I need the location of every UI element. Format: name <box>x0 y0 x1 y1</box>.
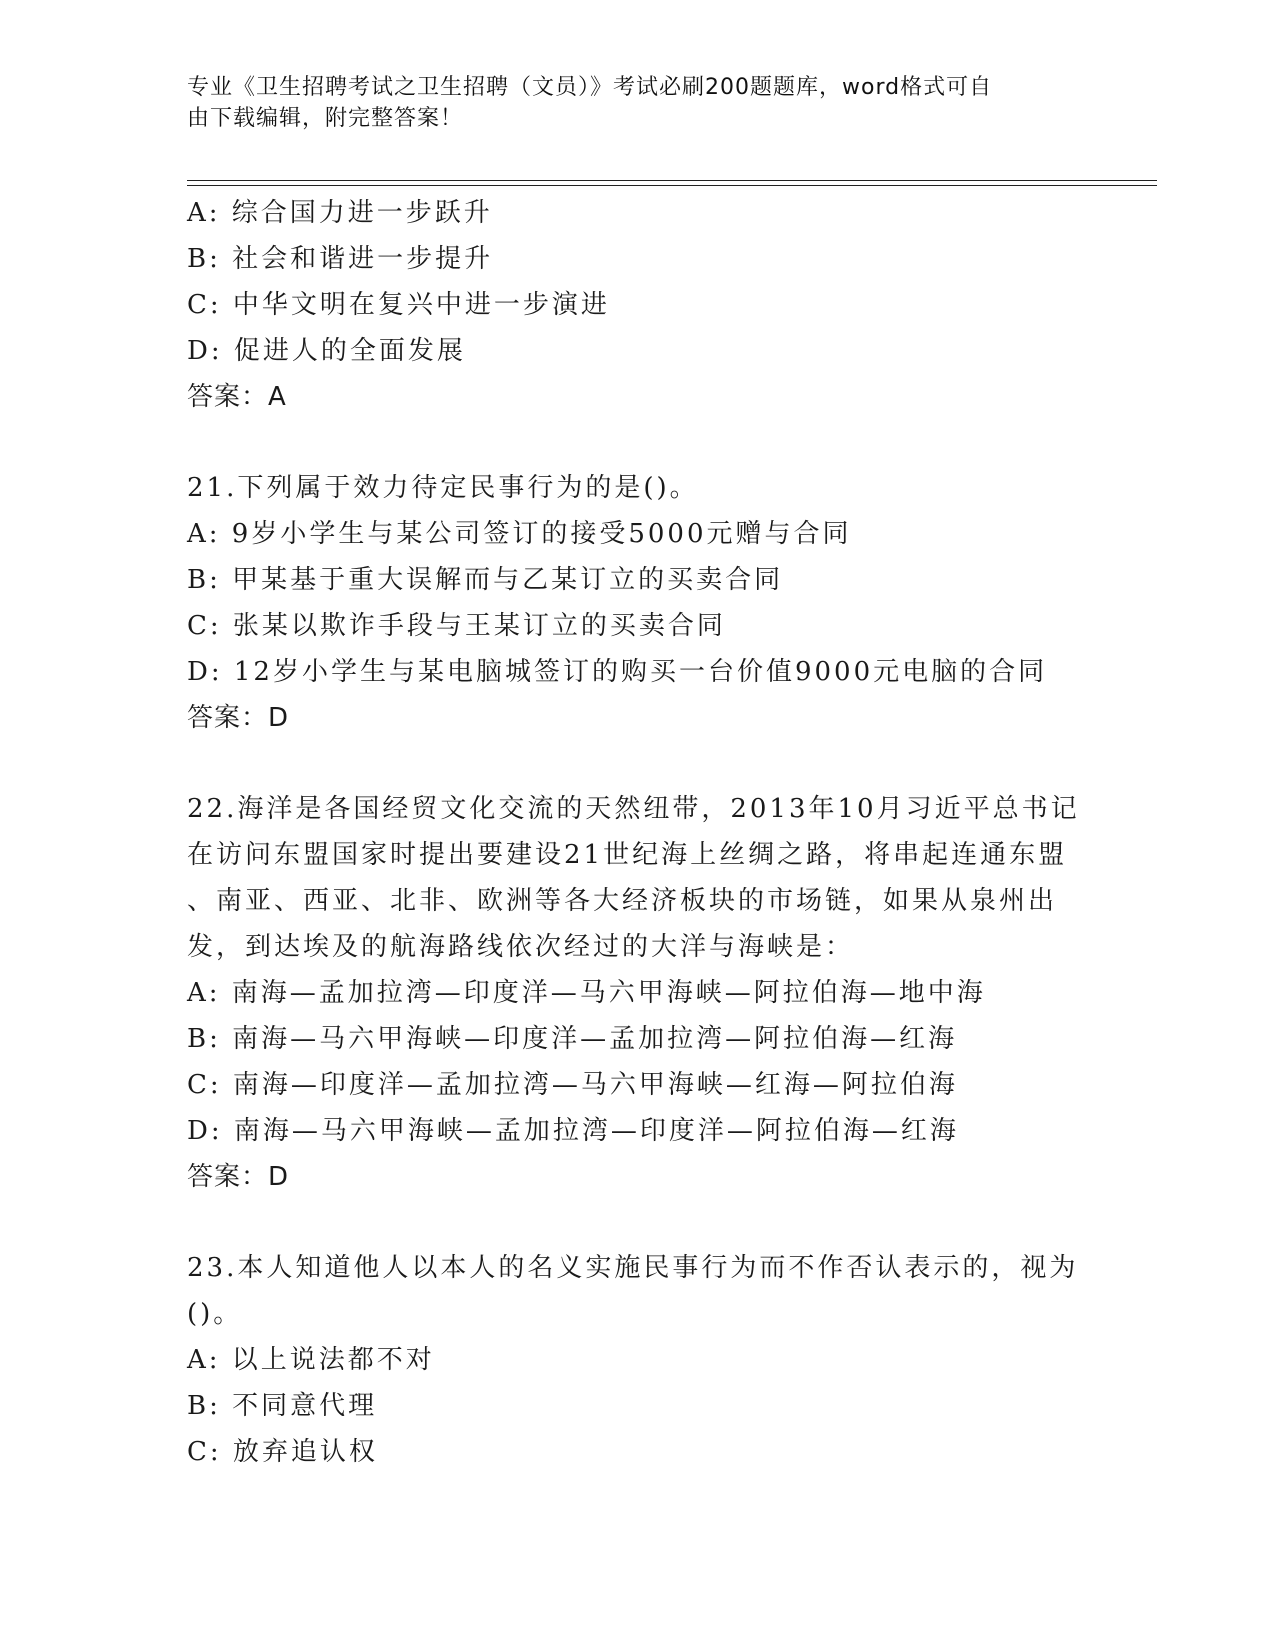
question-stem-line-2: ()。 <box>187 1299 243 1329</box>
header-divider-top <box>187 180 1157 181</box>
spacer <box>187 741 1087 786</box>
option-c: C: 张某以欺诈手段与王某订立的买卖合同 <box>187 611 726 641</box>
answer: 答案：D <box>187 703 290 733</box>
header-line-1: 专业《卫生招聘考试之卫生招聘（文员）》考试必刷200题题库，word格式可自 <box>187 75 993 100</box>
option-c: C: 南海—印度洋—孟加拉湾—马六甲海峡—红海—阿拉伯海 <box>187 1070 958 1100</box>
option-b: B: 不同意代理 <box>187 1391 378 1421</box>
option-b: B: 社会和谐进一步提升 <box>187 244 494 274</box>
answer: 答案：A <box>187 382 287 412</box>
option-c: C: 中华文明在复兴中进一步演进 <box>187 290 610 320</box>
option-a: A: 9岁小学生与某公司签订的接受5000元赠与合同 <box>187 519 852 549</box>
spacer <box>187 420 1087 465</box>
option-d: D: 12岁小学生与某电脑城签订的购买一台价值9000元电脑的合同 <box>187 657 1048 687</box>
question-stem: 21.下列属于效力待定民事行为的是()。 <box>187 473 699 503</box>
option-b: B: 南海—马六甲海峡—印度洋—孟加拉湾—阿拉伯海—红海 <box>187 1024 958 1054</box>
answer: 答案：D <box>187 1162 290 1192</box>
question-list <box>187 190 1087 1475</box>
option-d: D: 促进人的全面发展 <box>187 336 466 366</box>
header-line-2: 由下载编辑，附完整答案！ <box>187 106 464 131</box>
question-stem-line-1: 23.本人知道他人以本人的名义实施民事行为而不作否认表示的，视为 <box>187 1253 1079 1283</box>
question-20 <box>187 190 1087 420</box>
option-a: A: 南海—孟加拉湾—印度洋—马六甲海峡—阿拉伯海—地中海 <box>187 978 986 1008</box>
question-22 <box>187 786 1087 1200</box>
document-header <box>187 72 1067 134</box>
question-stem-line-2: 在访问东盟国家时提出要建设21世纪海上丝绸之路，将串起连通东盟 <box>187 840 1068 870</box>
option-a: A: 以上说法都不对 <box>187 1345 435 1375</box>
spacer <box>187 1200 1087 1245</box>
question-21 <box>187 465 1087 741</box>
header-divider-bottom <box>187 185 1157 186</box>
question-stem-line-1: 22.海洋是各国经贸文化交流的天然纽带，2013年10月习近平总书记 <box>187 794 1080 824</box>
option-c: C: 放弃追认权 <box>187 1437 378 1467</box>
question-23 <box>187 1245 1087 1475</box>
option-a: A: 综合国力进一步跃升 <box>187 198 493 228</box>
question-stem-line-3: 、南亚、西亚、北非、欧洲等各大经济板块的市场链，如果从泉州出 <box>187 886 1058 916</box>
question-stem-line-4: 发，到达埃及的航海路线依次经过的大洋与海峡是： <box>187 932 855 962</box>
option-b: B: 甲某基于重大误解而与乙某订立的买卖合同 <box>187 565 784 595</box>
option-d: D: 南海—马六甲海峡—孟加拉湾—印度洋—阿拉伯海—红海 <box>187 1116 959 1146</box>
